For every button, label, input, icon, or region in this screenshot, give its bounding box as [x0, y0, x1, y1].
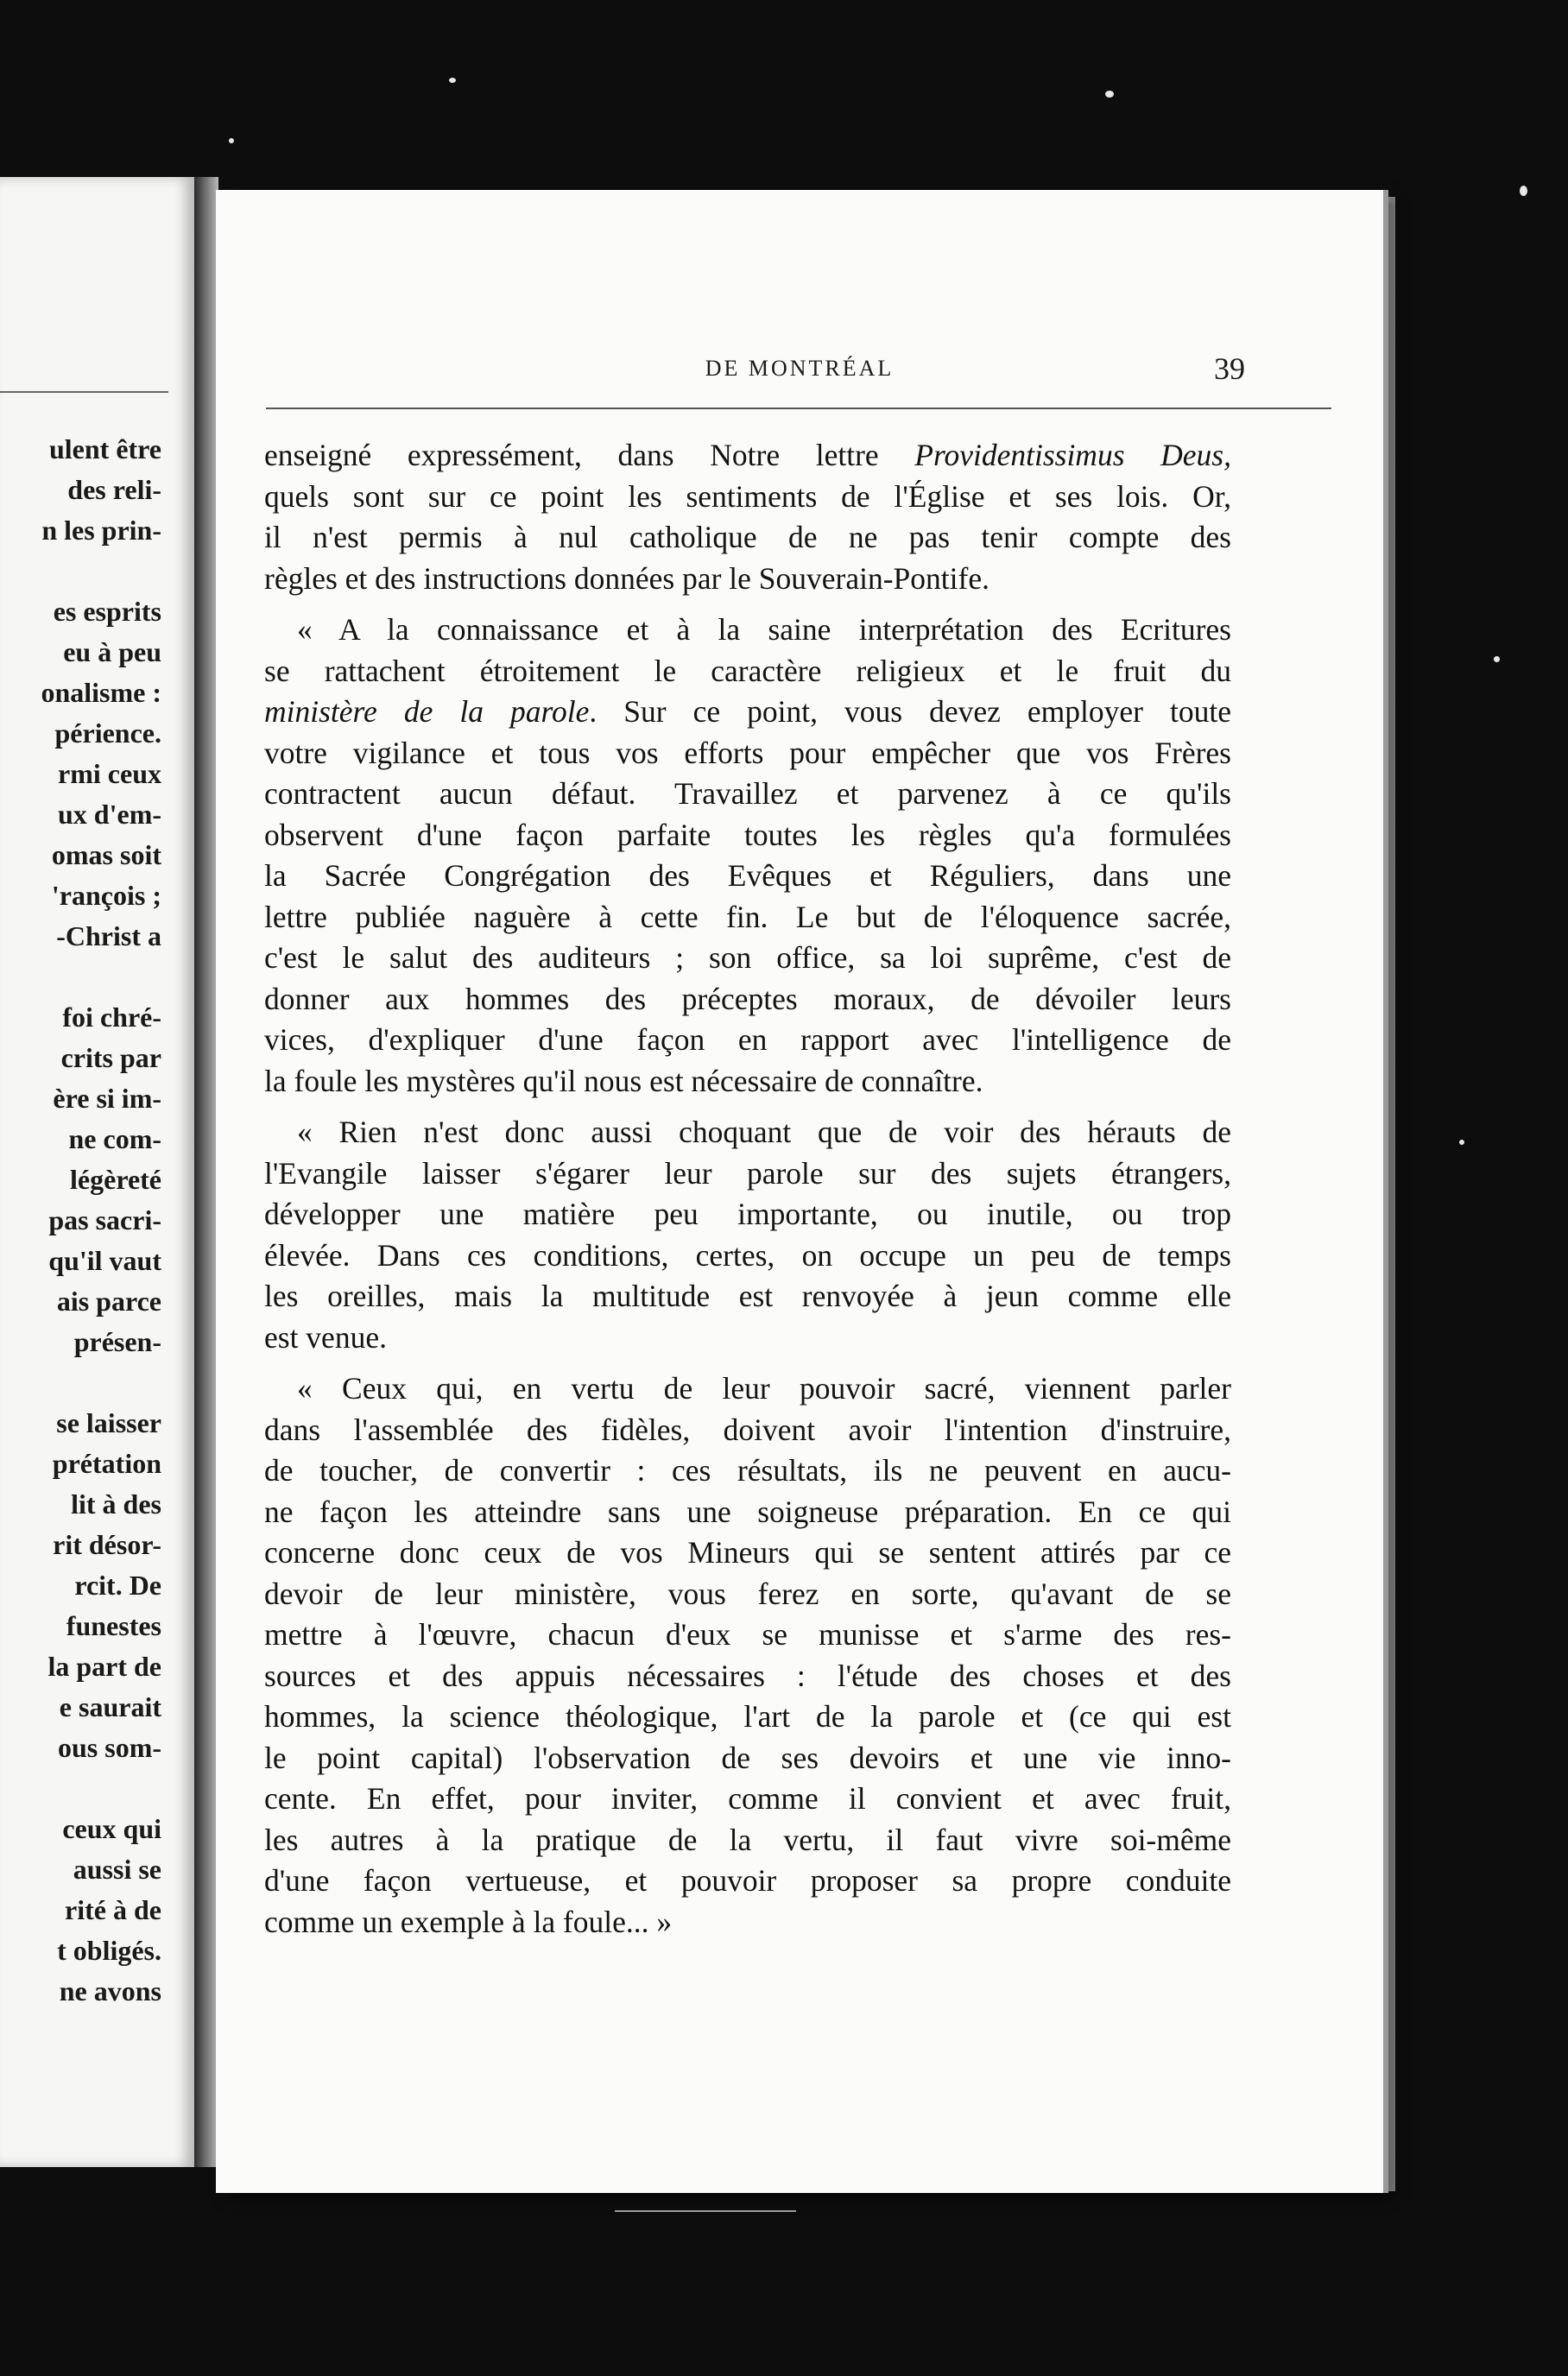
text-run: lettre publiée naguère à cette fin. Le but de l'éloquence sacrée,	[264, 899, 1231, 934]
running-head-rule	[266, 408, 1331, 409]
text-line	[264, 1779, 1231, 1820]
text-line	[264, 1235, 1231, 1277]
text-run: vices, d'expliquer d'une façon en rapport avec l'intelligence de	[264, 1022, 1231, 1057]
text-line	[264, 517, 1231, 559]
text-run: . Sur ce point, vous devez employer toute	[589, 694, 1231, 729]
text-run: les oreilles, mais la multitude est renvoyée à jeun comme elle	[264, 1279, 1231, 1313]
text-run: est venue.	[264, 1319, 387, 1355]
italic-text: Providentissimus Deus,	[914, 438, 1231, 472]
text-run: contractent aucun défaut. Travaillez et parvenez à ce qu'ils	[264, 776, 1231, 811]
text-line	[264, 1656, 1231, 1697]
paragraph	[264, 610, 1231, 1102]
previous-page-head-rule	[0, 391, 168, 393]
previous-page-line: eu à peu	[63, 636, 161, 667]
text-run: observent d'une façon parfaite toutes les règles qu'a formulées	[264, 817, 1231, 852]
previous-page-line: périence.	[54, 717, 161, 749]
text-line	[264, 1318, 1231, 1359]
previous-page-line: foi chré-	[62, 1002, 161, 1033]
text-line	[264, 1902, 1231, 1943]
previous-page-line: e saurait	[59, 1691, 161, 1722]
scan-speck	[1459, 1140, 1464, 1145]
text-line	[264, 1112, 1231, 1153]
paragraph	[264, 1112, 1231, 1358]
scan-speck	[1105, 91, 1114, 98]
previous-page-line: légèreté	[70, 1164, 161, 1195]
end-of-text-rule	[615, 2210, 796, 2212]
text-run: il n'est permis à nul catholique de ne pas tenir compte des	[264, 520, 1231, 554]
running-head	[216, 351, 1383, 386]
text-run: c'est le salut des auditeurs ; son office, sa loi suprême, c'est de	[264, 940, 1231, 975]
text-line	[264, 1820, 1231, 1861]
text-line	[264, 435, 1231, 477]
text-line	[264, 1061, 1231, 1103]
previous-page-line: ère si im-	[53, 1083, 161, 1114]
text-line	[264, 1492, 1231, 1533]
text-line	[264, 610, 1231, 651]
text-line	[264, 1153, 1231, 1195]
previous-page-line: ulent être	[48, 433, 161, 464]
text-line	[264, 733, 1231, 774]
text-run: « A la connaissance et à la saine interprétation des Ecritures	[297, 612, 1231, 647]
previous-page-line: rité à de	[65, 1894, 161, 1925]
text-line	[264, 1368, 1231, 1410]
text-line	[264, 938, 1231, 979]
previous-page-line: n les prin-	[41, 515, 161, 546]
previous-page-line: lit à des	[71, 1488, 161, 1520]
text-run: se rattachent étroitement le caractère religieux et le fruit du	[264, 653, 1231, 688]
previous-page-line: ais parce	[56, 1286, 161, 1317]
previous-page-line: rit désor-	[53, 1529, 161, 1560]
text-line	[264, 815, 1231, 856]
text-line	[264, 692, 1231, 733]
scan-speck	[449, 78, 456, 83]
scan-speck	[1520, 186, 1527, 196]
text-line	[264, 1697, 1231, 1738]
text-run: devoir de leur ministère, vous ferez en sorte, qu'avant de se	[264, 1576, 1231, 1611]
text-line	[264, 1450, 1231, 1492]
text-line	[264, 1410, 1231, 1451]
previous-page-line: es esprits	[53, 596, 161, 627]
previous-page-line: rmi ceux	[58, 758, 161, 789]
previous-page-line: ceux qui	[62, 1813, 161, 1844]
previous-page-line: -Christ a	[56, 920, 161, 951]
previous-page-line: la part de	[47, 1651, 161, 1682]
text-run: hommes, la science théologique, l'art de la parole et (ce qui est	[264, 1699, 1231, 1734]
previous-page-line: des reli-	[67, 474, 161, 505]
text-line	[264, 559, 1231, 600]
scan-speck	[1494, 656, 1500, 662]
text-line	[264, 1615, 1231, 1656]
text-run: l'Evangile laisser s'égarer leur parole sur des sujets étrangers,	[264, 1155, 1231, 1191]
previous-page-line: omas soit	[51, 839, 161, 870]
text-line	[264, 1276, 1231, 1318]
text-line	[264, 897, 1231, 938]
previous-page-line: pas sacri-	[48, 1204, 161, 1235]
text-line	[264, 477, 1231, 518]
text-run: de toucher, de convertir : ces résultats, ils ne peuvent en aucu-	[264, 1453, 1231, 1488]
previous-page-text	[0, 429, 161, 2012]
previous-page-fragment	[0, 177, 194, 2167]
text-run: les autres à la pratique de la vertu, il faut vivre soi-même	[264, 1822, 1231, 1857]
previous-page-line	[0, 551, 161, 591]
previous-page-line: ous som-	[57, 1732, 161, 1763]
previous-page-line	[0, 1768, 161, 1809]
previous-page-line: 'rançois ;	[51, 880, 161, 911]
text-line	[264, 1020, 1231, 1061]
previous-page-line: qu'il vaut	[48, 1245, 161, 1276]
text-run: donner aux hommes des préceptes moraux, de dévoiler leurs	[264, 981, 1231, 1016]
previous-page-line: présen-	[73, 1326, 161, 1357]
text-run: votre vigilance et tous vos efforts pour empêcher que vos Frères	[264, 735, 1231, 770]
previous-page-line	[0, 1362, 161, 1403]
text-run: ne façon les atteindre sans une soigneuse préparation. En ce qui	[264, 1494, 1231, 1529]
text-run: mettre à l'œuvre, chacun d'eux se munisse et s'arme des res-	[264, 1617, 1231, 1652]
text-line	[264, 1861, 1231, 1902]
previous-page-line: crits par	[60, 1042, 161, 1073]
previous-page-line: onalisme :	[41, 677, 161, 708]
text-run: élevée. Dans ces conditions, certes, on occupe un peu de temps	[264, 1237, 1231, 1273]
previous-page-line: ne avons	[59, 1975, 161, 2006]
previous-page-line: aussi se	[73, 1854, 161, 1885]
paragraph	[264, 1368, 1231, 1943]
text-run: « Rien n'est donc aussi choquant que de voir des hérauts de	[297, 1115, 1231, 1149]
text-run: quels sont sur ce point les sentiments de l'Église et ses lois. Or,	[264, 478, 1231, 514]
text-run: « Ceux qui, en vertu de leur pouvoir sacré, viennent parler	[297, 1371, 1231, 1406]
text-run: règles et des instructions données par le Souverain-Pontife.	[264, 560, 989, 596]
text-run: cente. En effet, pour inviter, comme il convient et avec fruit,	[264, 1781, 1231, 1816]
text-run: d'une façon vertueuse, et pouvoir proposer sa propre conduite	[264, 1863, 1231, 1898]
text-run: dans l'assemblée des fidèles, doivent avoir l'intention d'instruire,	[264, 1412, 1231, 1447]
text-run: la foule les mystères qu'il nous est nécessaire de connaître.	[264, 1063, 983, 1098]
page-edge-shadow	[1383, 197, 1395, 2191]
previous-page-line: funestes	[66, 1610, 161, 1641]
text-line	[264, 856, 1231, 897]
previous-page-line: t obligés.	[57, 1935, 161, 1966]
page-body-text	[264, 435, 1231, 1953]
text-run: développer une matière peu importante, ou inutile, ou trop	[264, 1197, 1231, 1231]
book-gutter	[194, 177, 218, 2167]
text-line	[264, 1194, 1231, 1235]
running-head-title: DE MONTRÉAL	[705, 356, 895, 381]
text-line	[264, 1574, 1231, 1615]
text-line	[264, 651, 1231, 692]
text-run: sources et des appuis nécessaires : l'étude des choses et des	[264, 1658, 1231, 1693]
text-line	[264, 1532, 1231, 1574]
italic-text: ministère de la parole	[264, 694, 590, 729]
text-line	[264, 979, 1231, 1021]
previous-page-line: ux d'em-	[58, 799, 161, 830]
text-run: comme un exemple à la foule... »	[264, 1904, 673, 1939]
text-run: le point capital) l'observation de ses devoirs et une vie inno-	[264, 1740, 1231, 1775]
text-run: la Sacrée Congrégation des Evêques et Réguliers, dans une	[264, 858, 1231, 893]
page-number: 39	[1214, 351, 1245, 386]
previous-page-line: rcit. De	[74, 1570, 161, 1601]
book-page	[216, 190, 1383, 2193]
previous-page-line	[0, 957, 161, 997]
text-run: concerne donc ceux de vos Mineurs qui se sentent attirés par ce	[264, 1535, 1231, 1570]
scan-speck	[229, 138, 234, 143]
paragraph	[264, 435, 1231, 599]
previous-page-line: ne com-	[68, 1123, 161, 1154]
previous-page-line: prétation	[52, 1448, 161, 1479]
text-line	[264, 1738, 1231, 1779]
previous-page-line: se laisser	[56, 1407, 161, 1438]
text-run: enseigné expressément, dans Notre lettre	[264, 438, 915, 472]
text-line	[264, 774, 1231, 815]
